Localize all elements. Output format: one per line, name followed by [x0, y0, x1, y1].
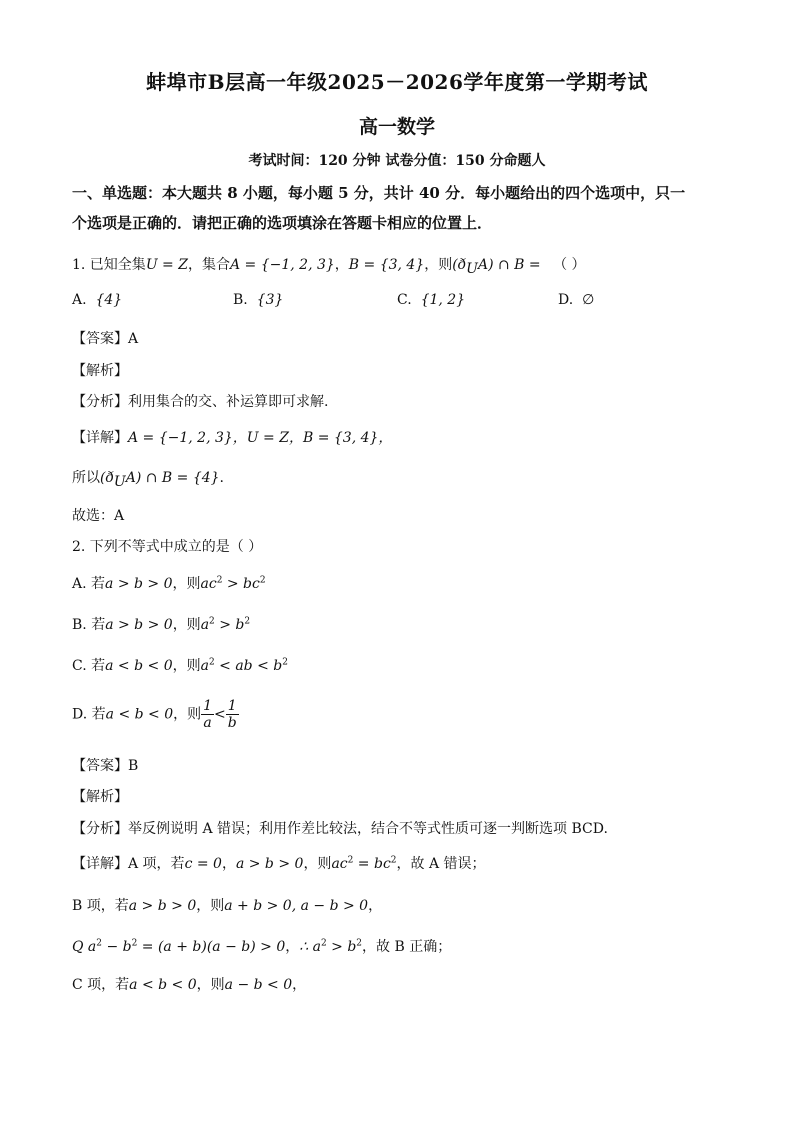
- q1-so-text: 所以: [72, 470, 100, 486]
- square-exp: 2: [356, 938, 363, 949]
- q1-answer: [72, 328, 138, 348]
- exam-info: 考试时间：120 分钟 试卷分值：150 分命题人: [248, 153, 546, 169]
- q2-option-a: [72, 573, 266, 593]
- q2-option-c-cond: a < b < 0: [105, 658, 173, 674]
- q2-option-d-cond: a < b < 0: [105, 706, 174, 723]
- q1-stem: [72, 254, 586, 277]
- q2-answer-value: B: [128, 758, 139, 774]
- q2-detail-b-cond: a > b > 0: [128, 898, 197, 914]
- q2-detail-c: [72, 974, 306, 994]
- less-than: <: [214, 706, 226, 723]
- q1-so-end: .: [219, 470, 224, 486]
- q2-option-a-lhs: ac: [200, 576, 217, 592]
- q2-option-c: [72, 655, 288, 675]
- fenxi-tag: 【分析】: [72, 821, 128, 837]
- q2-detail-c-cond: a < b < 0: [129, 977, 197, 993]
- q1-option-d: [558, 292, 594, 308]
- q2-option-a-cond: a > b > 0: [105, 576, 173, 592]
- q1-math-sub: U: [466, 260, 478, 277]
- q1-choice: 故选：A: [72, 508, 125, 524]
- detail-tag: 【详解】: [72, 856, 128, 872]
- q1-math-expr2: A) ∩ B =: [477, 257, 541, 273]
- exam-title: 蚌埠市B层高一年级2025－2026学年度第一学期考试: [146, 70, 648, 94]
- analysis-tag: 【解析】: [72, 789, 128, 805]
- q1-option-b-value: {3}: [256, 292, 284, 308]
- q2-fenxi-text: 举反例说明 A 错误；利用作差比较法，结合不等式性质可逐一判断选项 BCD.: [128, 821, 608, 837]
- q1-option-d-value: ∅: [582, 292, 595, 308]
- fenxi-tag: 【分析】: [72, 394, 128, 410]
- q2-option-c-pre: C. 若: [72, 658, 106, 674]
- fraction-num: 1: [227, 698, 237, 714]
- q2-detail-a-sep: ，: [221, 856, 236, 872]
- q1-sep: ，: [334, 257, 349, 273]
- q1-math-expr: (ð: [452, 257, 467, 273]
- q2-option-b-cond: a > b > 0: [105, 617, 173, 633]
- q2-proof-minus: − b: [102, 939, 132, 955]
- q2-option-c-lhs: a: [200, 658, 209, 674]
- q2-stem: 2. 下列不等式中成立的是（ ）: [72, 539, 263, 555]
- q2-detail-c-pre: C 项，若: [72, 977, 130, 993]
- answer-tag: 【答案】: [72, 331, 128, 347]
- q1-fenxi-text: 利用集合的交、补运算即可求解.: [128, 394, 329, 410]
- fraction-den: a: [203, 715, 212, 731]
- fraction-num: 1: [203, 698, 213, 714]
- q1-so-sub: U: [113, 473, 126, 490]
- q2-option-c-rhs: < ab < b: [214, 658, 283, 674]
- q2-option-b-pre: B. 若: [72, 617, 106, 633]
- q2-option-a-rhs: > bc: [222, 576, 260, 592]
- q2-detail-a-mid: ，则: [303, 856, 332, 872]
- q1-answer-value: A: [128, 331, 139, 347]
- q2-detail-b-result: a + b > 0, a − b > 0: [224, 898, 369, 914]
- q2-detail-b: [72, 895, 382, 915]
- q2-detail-b-mid: ，则: [196, 898, 225, 914]
- q2-detail-b-pre: B 项，若: [72, 898, 129, 914]
- q2-option-b-lhs: a: [200, 617, 210, 633]
- section-heading-line2: 个选项是正确的．请把正确的选项填涂在答题卡相应的位置上．: [72, 214, 493, 232]
- q2-proof-factor: = (a + b)(a − b) > 0: [137, 939, 286, 955]
- q2-option-b-mid: ，则: [172, 617, 201, 633]
- analysis-tag: 【解析】: [72, 363, 128, 379]
- q2-detail-a-end: ，故 A 错误；: [396, 856, 486, 872]
- q2-option-a-pre: A. 若: [72, 576, 106, 592]
- q1-option-a-label: A.: [72, 292, 87, 308]
- fraction-den: b: [227, 715, 237, 731]
- section-heading-line1: 一、单选题：本大题共 8 小题，每小题 5 分，共计 40 分．每小题给出的四个选项中，只一: [72, 184, 686, 202]
- q2-detail-a-rhs: = bc: [353, 856, 391, 872]
- fraction-1-over-b: [226, 698, 239, 731]
- q2-option-a-mid: ，则: [172, 576, 201, 592]
- square-exp: 2: [390, 855, 397, 866]
- q1-paren: （ ）: [553, 257, 586, 273]
- q2-option-d: [72, 698, 239, 731]
- square-exp: 2: [216, 575, 223, 586]
- q2-proof-result: > b: [326, 939, 357, 955]
- q1-option-d-label: D.: [558, 292, 574, 308]
- detail-tag: 【详解】: [72, 430, 128, 446]
- q2-detail-a-pre: A 项，若: [128, 856, 185, 872]
- q1-detail: [72, 427, 392, 447]
- q2-option-b-rhs: > b: [214, 617, 245, 633]
- q2-detail-b-end: ，: [368, 898, 383, 914]
- q1-option-a: [72, 292, 122, 308]
- q1-stem-text2: ，集合: [187, 257, 230, 273]
- square-exp: 2: [209, 616, 215, 627]
- q1-option-c-value: {1, 2}: [420, 292, 466, 308]
- q2-option-b: [72, 614, 250, 634]
- square-exp: 2: [208, 657, 215, 668]
- q1-analysis-tag: [72, 360, 128, 380]
- q2-option-c-mid: ，则: [172, 658, 201, 674]
- q1-detail-text: A = {−1, 2, 3}，U = Z，B = {3, 4}，: [128, 430, 393, 446]
- q2-detail-a-c: c = 0: [184, 856, 222, 872]
- square-exp: 2: [131, 938, 138, 949]
- answer-tag: 【答案】: [72, 758, 128, 774]
- q2-fenxi: [72, 818, 608, 838]
- square-exp: 2: [244, 616, 251, 627]
- q1-so-expr: (ð: [100, 470, 114, 486]
- q1-option-a-value: {4}: [95, 292, 123, 308]
- q2-proof-lhs: Q a: [72, 939, 97, 955]
- q2-detail-a: [72, 853, 486, 873]
- q2-detail-c-end: ，: [292, 977, 307, 993]
- q1-so-expr2: A) ∩ B = {4}: [125, 470, 220, 486]
- fraction-1-over-a: [201, 698, 214, 731]
- square-exp: 2: [320, 938, 327, 949]
- q1-fenxi: [72, 391, 328, 411]
- q2-analysis-tag: [72, 786, 128, 806]
- q2-detail-a-lhs: ac: [331, 856, 348, 872]
- square-exp: 2: [96, 938, 103, 949]
- q2-proof-therefore: ∴ a: [299, 939, 321, 955]
- square-exp: 2: [282, 657, 288, 668]
- q2-proof-sep: ，: [285, 939, 300, 955]
- q2-detail-c-mid: ，则: [196, 977, 225, 993]
- q1-option-c: [397, 292, 465, 308]
- q2-option-d-pre: D. 若: [72, 706, 106, 723]
- q2-answer: [72, 755, 138, 775]
- q1-stem-text3: ，则: [424, 257, 453, 273]
- q1-option-c-label: C.: [397, 292, 412, 308]
- q1-math-a: A = {−1, 2, 3}: [229, 257, 335, 273]
- q1-math-u: U = Z: [145, 257, 188, 273]
- q1-option-b: [233, 292, 283, 308]
- exam-subject: 高一数学: [358, 116, 435, 138]
- q2-option-d-mid: ，则: [173, 706, 202, 723]
- section-heading: [72, 178, 720, 238]
- q2-detail-a-cond: a > b > 0: [235, 856, 304, 872]
- square-exp: 2: [259, 575, 266, 586]
- q1-option-b-label: B.: [233, 292, 248, 308]
- square-exp: 2: [347, 855, 354, 866]
- q1-math-b: B = {3, 4}: [348, 257, 425, 273]
- q1-stem-text: 1. 已知全集: [72, 257, 146, 273]
- q2-detail-proof: [72, 936, 451, 956]
- q2-detail-c-result: a − b < 0: [224, 977, 293, 993]
- q2-proof-end: ，故 B 正确；: [362, 939, 452, 955]
- q1-conclusion: [72, 467, 224, 490]
